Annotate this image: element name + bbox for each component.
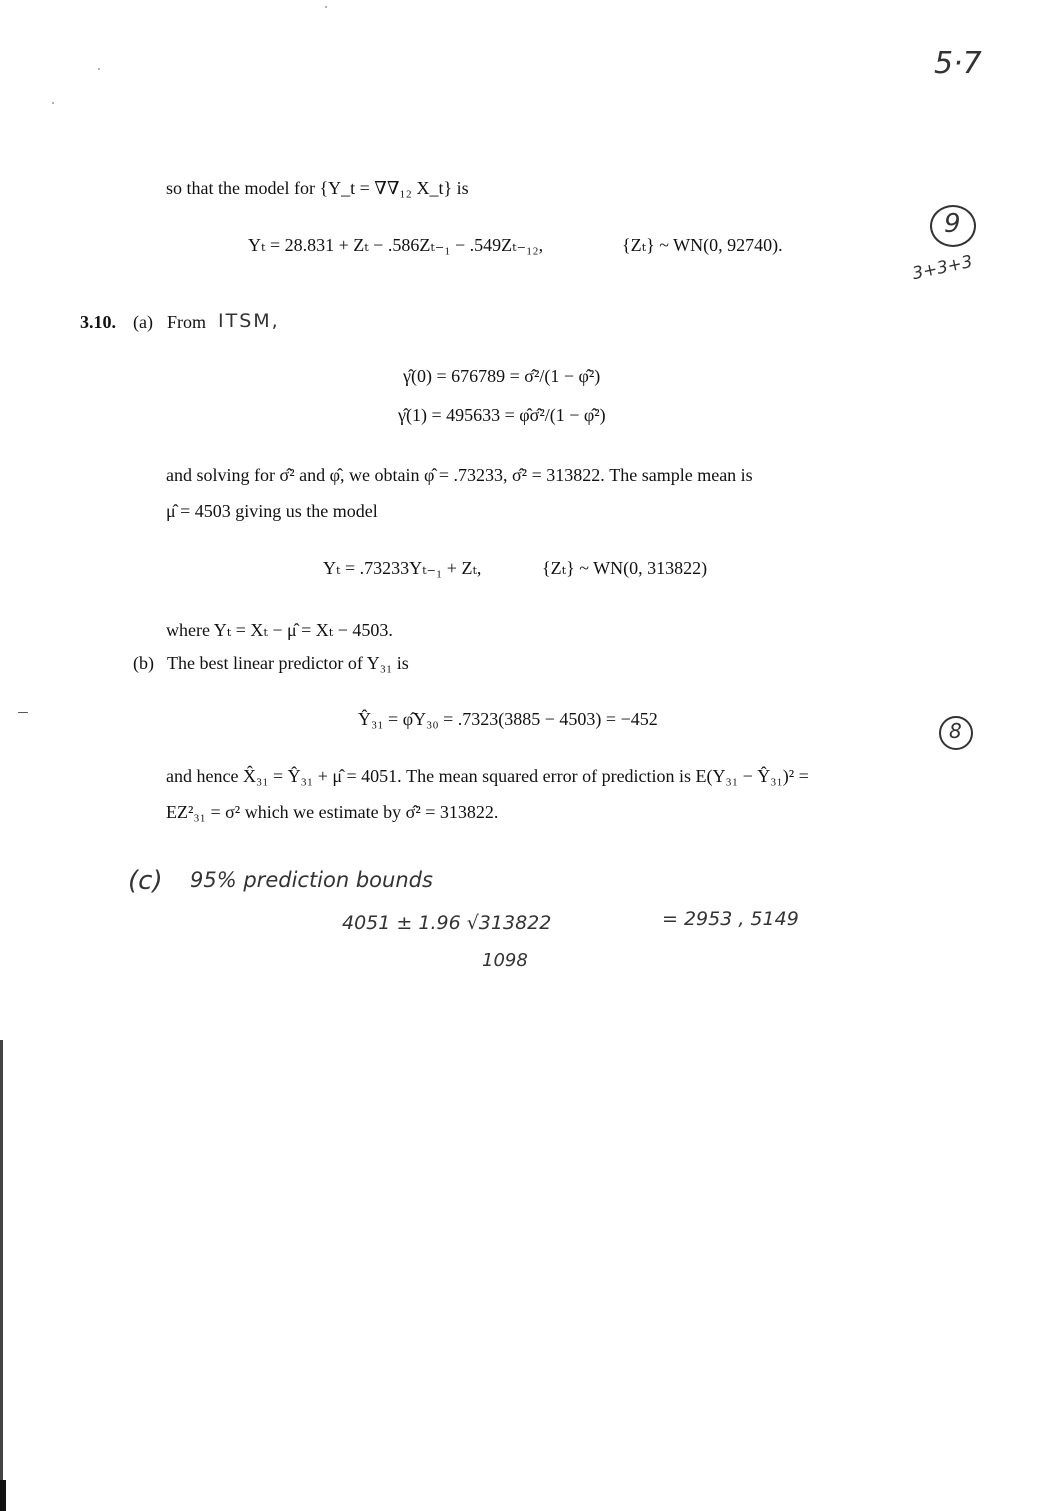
ar-model-equation: Yₜ = .73233Yₜ₋₁ + Zₜ,: [323, 558, 482, 578]
scan-speck: [325, 6, 327, 8]
bounds-halfwidth: 1098: [482, 950, 528, 971]
scan-edge-mark: [0, 1480, 6, 1511]
scan-speck: [98, 68, 100, 70]
part-b-label: (b): [133, 653, 154, 673]
model-equation: Yₜ = 28.831 + Zₜ − .586Zₜ₋₁ − .549Zₜ₋₁₂,: [248, 235, 544, 255]
page-number: 5·7: [934, 46, 982, 81]
gamma1-equation: γ̂(1) = 495633 = φ̂σ̂²/(1 − φ̂²): [398, 405, 606, 425]
bounds-result: = 2953 , 5149: [662, 908, 799, 930]
itsm-note: ITSM,: [218, 310, 280, 332]
scan-speck: [52, 102, 54, 104]
part-c-text: 95% prediction bounds: [190, 868, 433, 892]
score-circle-top: [930, 205, 976, 247]
ar-model-noise: {Zₜ} ~ WN(0, 313822): [542, 558, 708, 578]
part-b-text: The best linear predictor of Y₃₁ is: [167, 653, 409, 673]
model-noise: {Zₜ} ~ WN(0, 92740).: [622, 235, 783, 255]
part-a-from: From: [167, 312, 207, 332]
hence-paragraph: and hence X̂₃₁ = Ŷ₃₁ + μ̂ = 4051. The mean squared error of prediction is E(Y₃₁ − Ŷ₃₁)² =: [166, 766, 809, 786]
part-a-label: (a): [133, 312, 153, 332]
problem-number: 3.10.: [80, 312, 116, 332]
gamma0-equation: γ̂(0) = 676789 = σ̂²/(1 − φ̂²): [403, 366, 601, 386]
score-circle-b: [939, 716, 973, 750]
model-intro-line: so that the model for {Y_t = ∇∇₁₂ X_t} is: [166, 178, 469, 198]
score-b-value: 8: [949, 719, 962, 743]
where-line: where Yₜ = Xₜ − μ̂ = Xₜ − 4503.: [166, 620, 393, 640]
bounds-expression: 4051 ± 1.96 √313822: [342, 912, 552, 934]
scan-edge-line: [0, 1040, 3, 1511]
mse-paragraph: EZ²₃₁ = σ² which we estimate by σ̂² = 313822.: [166, 802, 499, 822]
scan-speck: [18, 712, 28, 713]
predictor-equation: Ŷ₃₁ = φ̂Y₃₀ = .7323(3885 − 4503) = −452: [358, 709, 658, 729]
score-top-value: 9: [944, 209, 961, 239]
score-breakdown: 3+3+3: [910, 251, 975, 285]
solving-paragraph: and solving for σ̂² and φ̂, we obtain φ̂ = .73233, σ̂² = 313822. The sample mean is: [166, 465, 753, 485]
mean-paragraph: μ̂ = 4503 giving us the model: [166, 501, 378, 521]
part-c-label: (c): [128, 866, 163, 896]
